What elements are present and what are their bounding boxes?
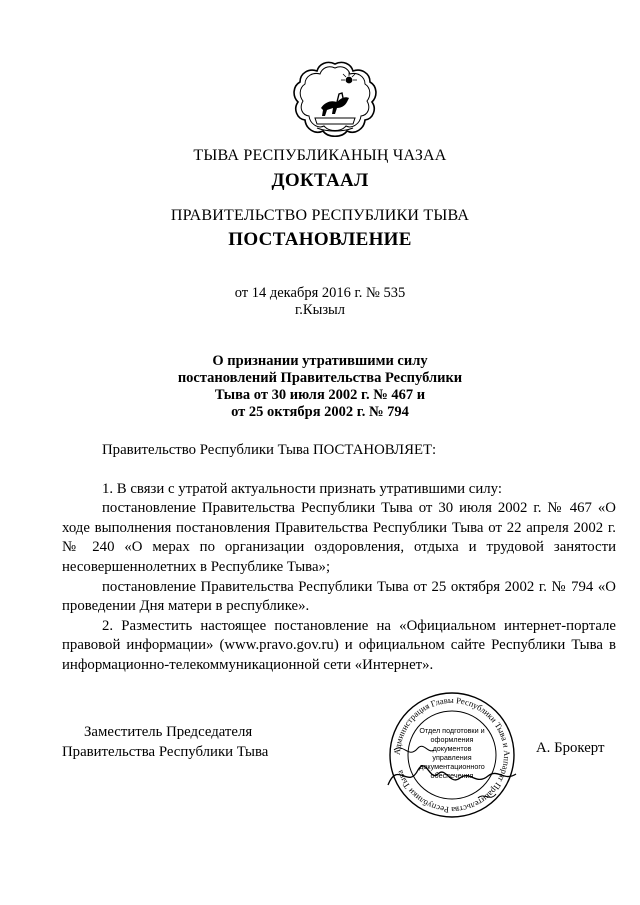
position-line-2: Правительства Республики Тыва — [62, 744, 269, 760]
tuvan-doc-type: ДОКТААЛ — [271, 170, 369, 191]
date-number: от 14 декабря 2016 г. № 535 — [234, 285, 406, 301]
title-line: О признании утратившими силу — [212, 353, 428, 369]
russian-doc-type: ПОСТАНОВЛЕНИЕ — [228, 229, 412, 250]
city: г.Кызыл — [294, 302, 346, 318]
signatory-name: А. Брокерт — [536, 740, 605, 756]
paragraph-1b: постановление Правительства Республики Тыва от 25 октября 2002 г. № 794 «О проведении Дня матери в республике». — [62, 578, 616, 615]
signatory-position — [62, 722, 302, 762]
coat-of-arms-icon — [291, 58, 379, 142]
title-line: Тыва от 30 июля 2002 г. № 467 и — [214, 387, 426, 403]
paragraph-1a: постановление Правительства Республики Тыва от 30 июля 2002 г. № 467 «О ходе выполнения постановления Правительства Республики Тыва от 22 апреля 2002 г. № 240 «О мерах по организации оздоровления, отдыха и трудовой занятости несовершеннолетних в Республике Тыва»; — [62, 500, 616, 575]
document-title — [0, 353, 640, 421]
round-seal-stamp-icon — [378, 690, 526, 820]
russian-org-heading: ПРАВИТЕЛЬСТВО РЕСПУБЛИКИ ТЫВА — [170, 207, 470, 224]
tuvan-org-heading: ТЫВА РЕСПУБЛИКАНЫҢ ЧАЗАА — [193, 147, 447, 164]
paragraph-1: 1. В связи с утратой актуальности признать утратившими силу: — [102, 480, 502, 497]
document-body — [62, 441, 616, 676]
preamble: Правительство Республики Тыва ПОСТАНОВЛЯЕТ: — [102, 442, 437, 458]
position-line-1: Заместитель Председателя — [84, 724, 253, 740]
paragraph-2: 2. Разместить настоящее постановление на «Официальном интернет-портале правовой информации» (www.pravo.gov.ru) и официальном сайте Республики Тыва в информационно-телекоммуникационной сети «Интернет». — [62, 617, 616, 673]
title-line: от 25 октября 2002 г. № 794 — [231, 404, 409, 420]
stamp-center-text: Отдел подготовки и оформления документов управления документационного обеспечения — [419, 726, 485, 780]
stamp-ring-text: Администрация Главы Республики Тыва и Аппарат Правительства Республики Тыва — [391, 694, 513, 816]
title-line: постановлений Правительства Республики — [177, 370, 463, 386]
